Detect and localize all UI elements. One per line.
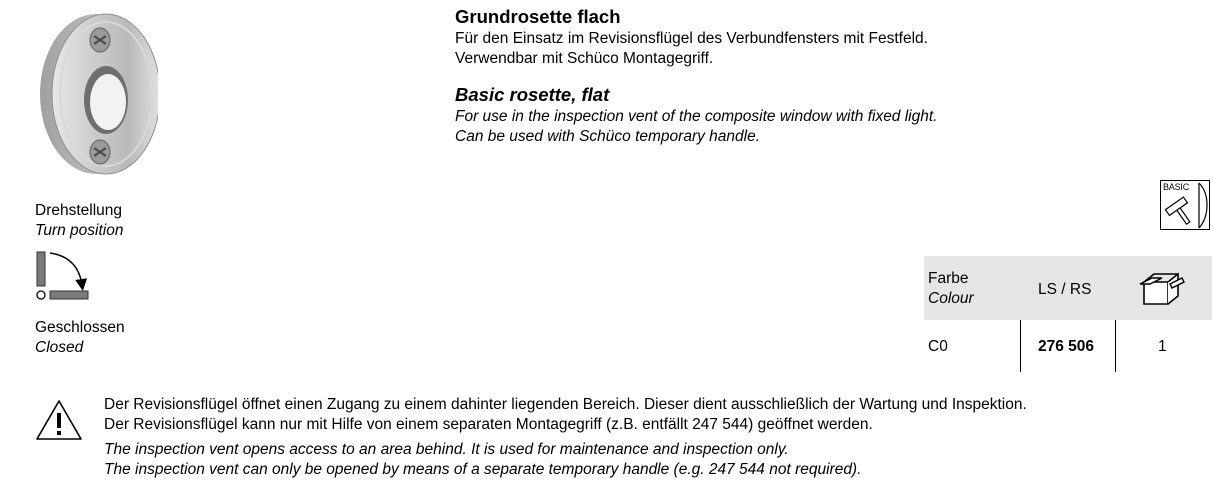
- package-icon: [1138, 270, 1186, 308]
- rosette-product-image: [28, 10, 158, 190]
- product-desc-de-line2: Verwendbar mit Schüco Montagegriff.: [455, 50, 714, 67]
- handle-turn-icon: [32, 247, 92, 305]
- table-divider-2: [1115, 320, 1116, 372]
- product-title-en: Basic rosette, flat: [455, 84, 610, 105]
- row-colour: C0: [928, 338, 948, 355]
- header-colour-de: Farbe: [928, 270, 969, 287]
- table-divider-1: [1020, 320, 1021, 372]
- product-desc-de-line1: Für den Einsatz im Revisionsflügel des Verbundfensters mit Festfeld.: [455, 30, 928, 47]
- basic-badge-label: BASIC: [1163, 182, 1190, 192]
- turn-position-label-en: Turn position: [35, 222, 124, 239]
- header-side: LS / RS: [1038, 281, 1092, 298]
- warning-triangle-icon: [35, 399, 83, 441]
- colour-table: [924, 256, 1212, 372]
- closed-label-de: Geschlossen: [35, 319, 125, 336]
- product-desc-en-line1: For use in the inspection vent of the composite window with fixed light.: [455, 108, 938, 125]
- turn-position-label-de: Drehstellung: [35, 202, 123, 219]
- notice-de-line2: Der Revisionsflügel kann nur mit Hilfe von einem separaten Montagegriff (z.B. entfällt 247 544) geöffnet werden.: [104, 416, 873, 433]
- header-colour-en: Colour: [928, 290, 974, 307]
- closed-label-en: Closed: [35, 339, 84, 356]
- product-desc-en-line2: Can be used with Schüco temporary handle.: [455, 128, 761, 145]
- notice-en-line2: The inspection vent can only be opened by means of a separate temporary handle (e.g. 247 544 not required).: [104, 461, 862, 478]
- basic-badge: [1160, 180, 1210, 230]
- notice-de-line1: Der Revisionsflügel öffnet einen Zugang zu einem dahinter liegenden Bereich. Dieser dient ausschließlich der Wartung und Inspektion.: [104, 396, 1027, 413]
- row-quantity: 1: [1158, 338, 1167, 355]
- row-article-number: 276 506: [1038, 338, 1095, 355]
- hammer-icon: [1161, 181, 1211, 231]
- notice-en-line1: The inspection vent opens access to an area behind. It is used for maintenance and inspection only.: [104, 441, 789, 458]
- product-title-de: Grundrosette flach: [455, 6, 621, 27]
